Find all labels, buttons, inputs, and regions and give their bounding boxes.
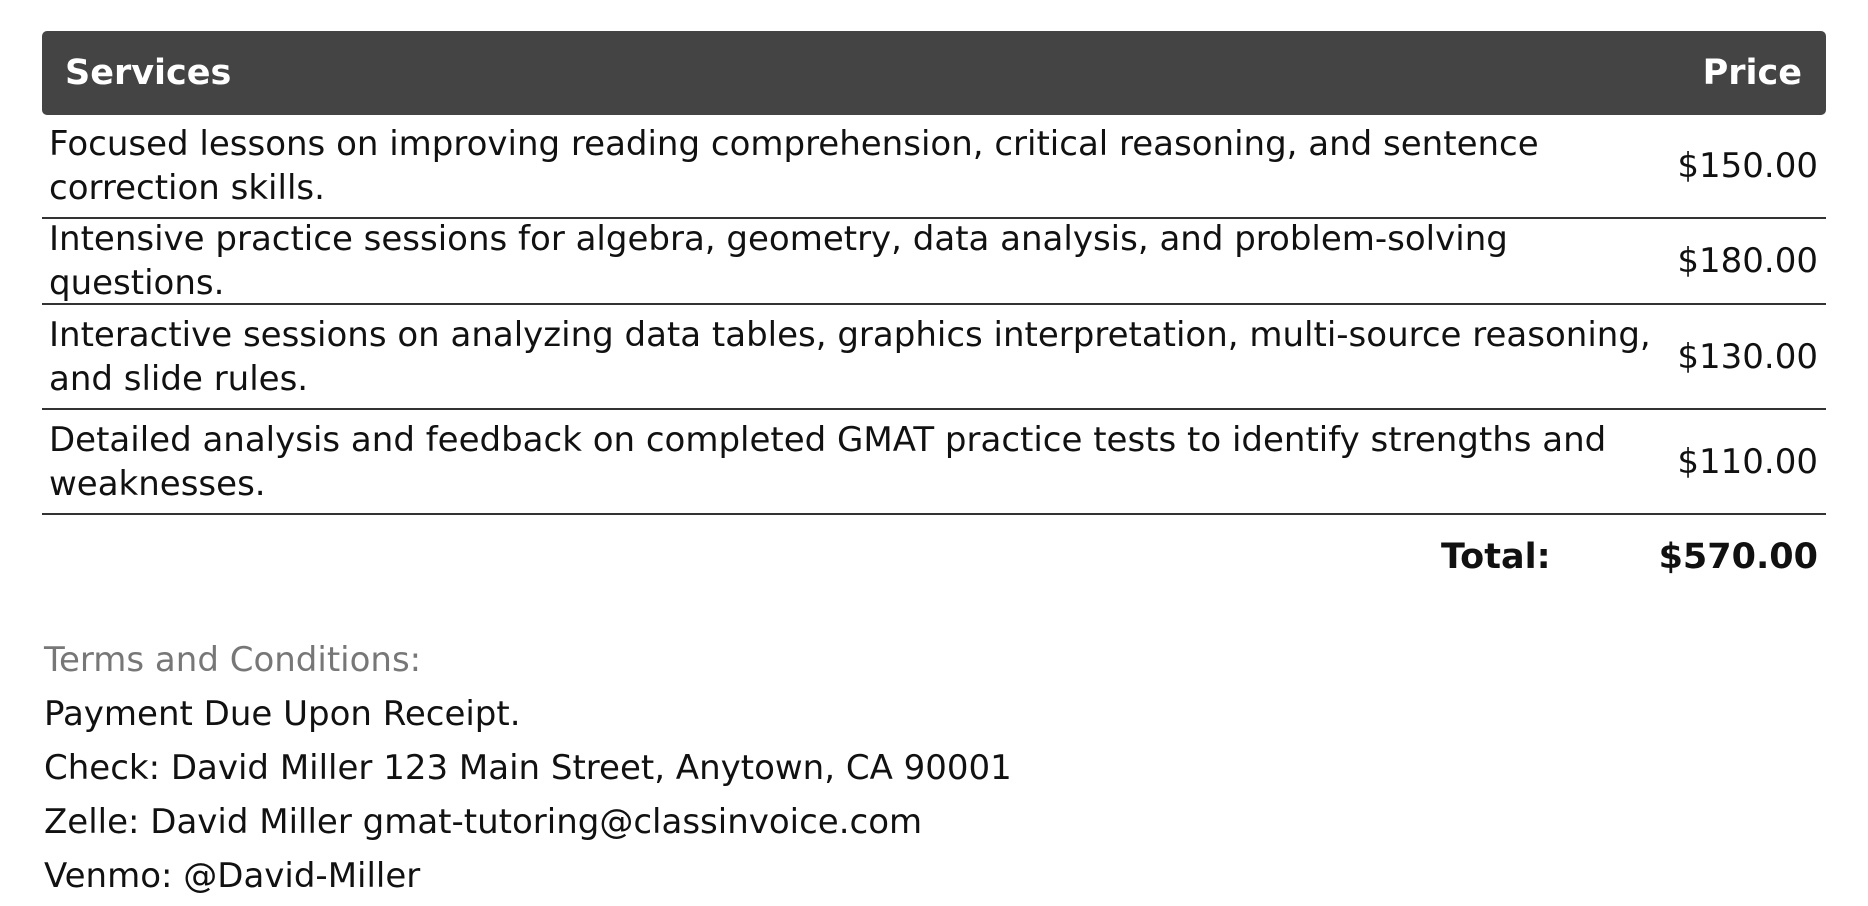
service-description: Focused lessons on improving reading comprehension, critical reasoning, and sentence correction skills.: [49, 124, 1539, 208]
check-payment-line: Check: David Miller 123 Main Street, Anytown, CA 90001: [44, 748, 1012, 788]
terms-title: Terms and Conditions:: [44, 640, 422, 680]
service-description: Detailed analysis and feedback on completed GMAT practice tests to identify strengths and weaknesses.: [49, 419, 1607, 504]
payment-terms-line: Payment Due Upon Receipt.: [44, 694, 521, 734]
invoice-services-section: [42, 31, 1826, 599]
table-row: [42, 219, 1826, 305]
service-price: $110.00: [1677, 441, 1818, 482]
services-table-header: [42, 31, 1826, 115]
zelle-payment-line: Zelle: David Miller gmat-tutoring@classinvoice.com: [44, 802, 923, 842]
service-price: $150.00: [1677, 146, 1818, 186]
price-column-header: Price: [1702, 53, 1802, 93]
total-value: $570.00: [1658, 537, 1818, 577]
table-row: [42, 115, 1826, 219]
total-row: [42, 515, 1826, 599]
services-column-header: Services: [65, 53, 232, 93]
table-row: [42, 305, 1826, 410]
venmo-payment-line: Venmo: @David-Miller: [44, 856, 421, 896]
total-label: Total:: [1440, 537, 1551, 577]
service-description: Intensive practice sessions for algebra, geometry, data analysis, and problem-solving questions.: [49, 219, 1508, 303]
service-price: $180.00: [1677, 241, 1818, 281]
service-price: $130.00: [1677, 336, 1818, 377]
terms-and-conditions: [44, 636, 1344, 906]
table-row: [42, 410, 1826, 515]
services-table-body: [42, 115, 1826, 515]
service-description: Interactive sessions on analyzing data tables, graphics interpretation, multi-source reasoning, and slide rules.: [49, 314, 1651, 399]
